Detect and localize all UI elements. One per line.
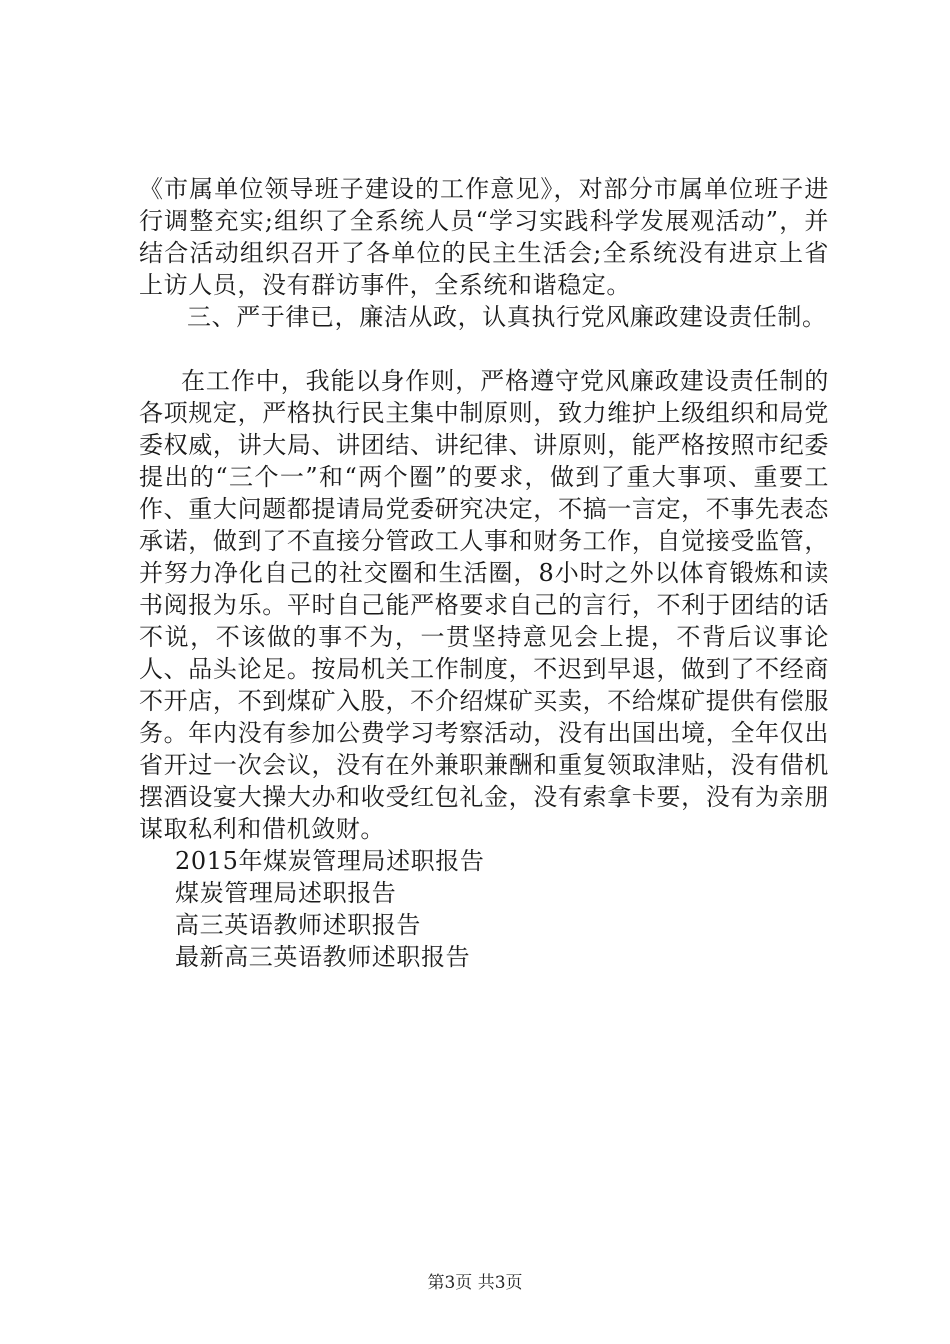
related-link-1[interactable]: 2015年煤炭管理局述职报告	[175, 847, 485, 875]
related-link-2[interactable]: 煤炭管理局述职报告	[175, 879, 397, 907]
page-number-label: 第3页 共3页	[427, 1273, 523, 1293]
document-body	[139, 173, 829, 973]
related-links-list	[139, 845, 829, 973]
page-footer	[0, 1268, 950, 1293]
section-heading: 三、严于律已，廉洁从政，认真执行党风廉政建设责任制。	[187, 303, 827, 331]
paragraph-spacer	[139, 333, 829, 365]
paragraph-continuation: 《市属单位领导班子建设的工作意见》，对部分市属单位班子进行调整充实;组织了全系统人员“学习实践科学发展观活动”，并结合活动组织召开了各单位的民主生活会;全系统没有进京上省上访人员，没有群访事件，全系统和谐稳定。	[139, 175, 829, 299]
related-link-4[interactable]: 最新高三英语教师述职报告	[175, 943, 471, 971]
paragraph-main: 在工作中，我能以身作则，严格遵守党风廉政建设责任制的各项规定，严格执行民主集中制原则，致力维护上级组织和局党委权威，讲大局、讲团结、讲纪律、讲原则，能严格按照市纪委提出的“三个一”和“两个圈”的要求，做到了重大事项、重要工作、重大问题都提请局党委研究决定，不搞一言定，不事先表态承诺，做到了不直接分管政工人事和财务工作，自觉接受监管，并努力净化自己的社交圈和生活圈，8小时之外以体育锻炼和读书阅报为乐。平时自己能严格要求自己的言行，不利于团结的话不说，不该做的事不为，一贯坚持意见会上提，不背后议事论人、品头论足。按局机关工作制度，不迟到早退，做到了不经商不开店，不到煤矿入股，不介绍煤矿买卖，不给煤矿提供有偿服务。年内没有参加公费学习考察活动，没有出国出境，全年仅出省开过一次会议，没有在外兼职兼酬和重复领取津贴，没有借机摆酒设宴大操大办和收受红包礼金，没有索拿卡要，没有为亲朋谋取私利和借机敛财。	[139, 367, 829, 843]
related-link-3[interactable]: 高三英语教师述职报告	[175, 911, 421, 939]
